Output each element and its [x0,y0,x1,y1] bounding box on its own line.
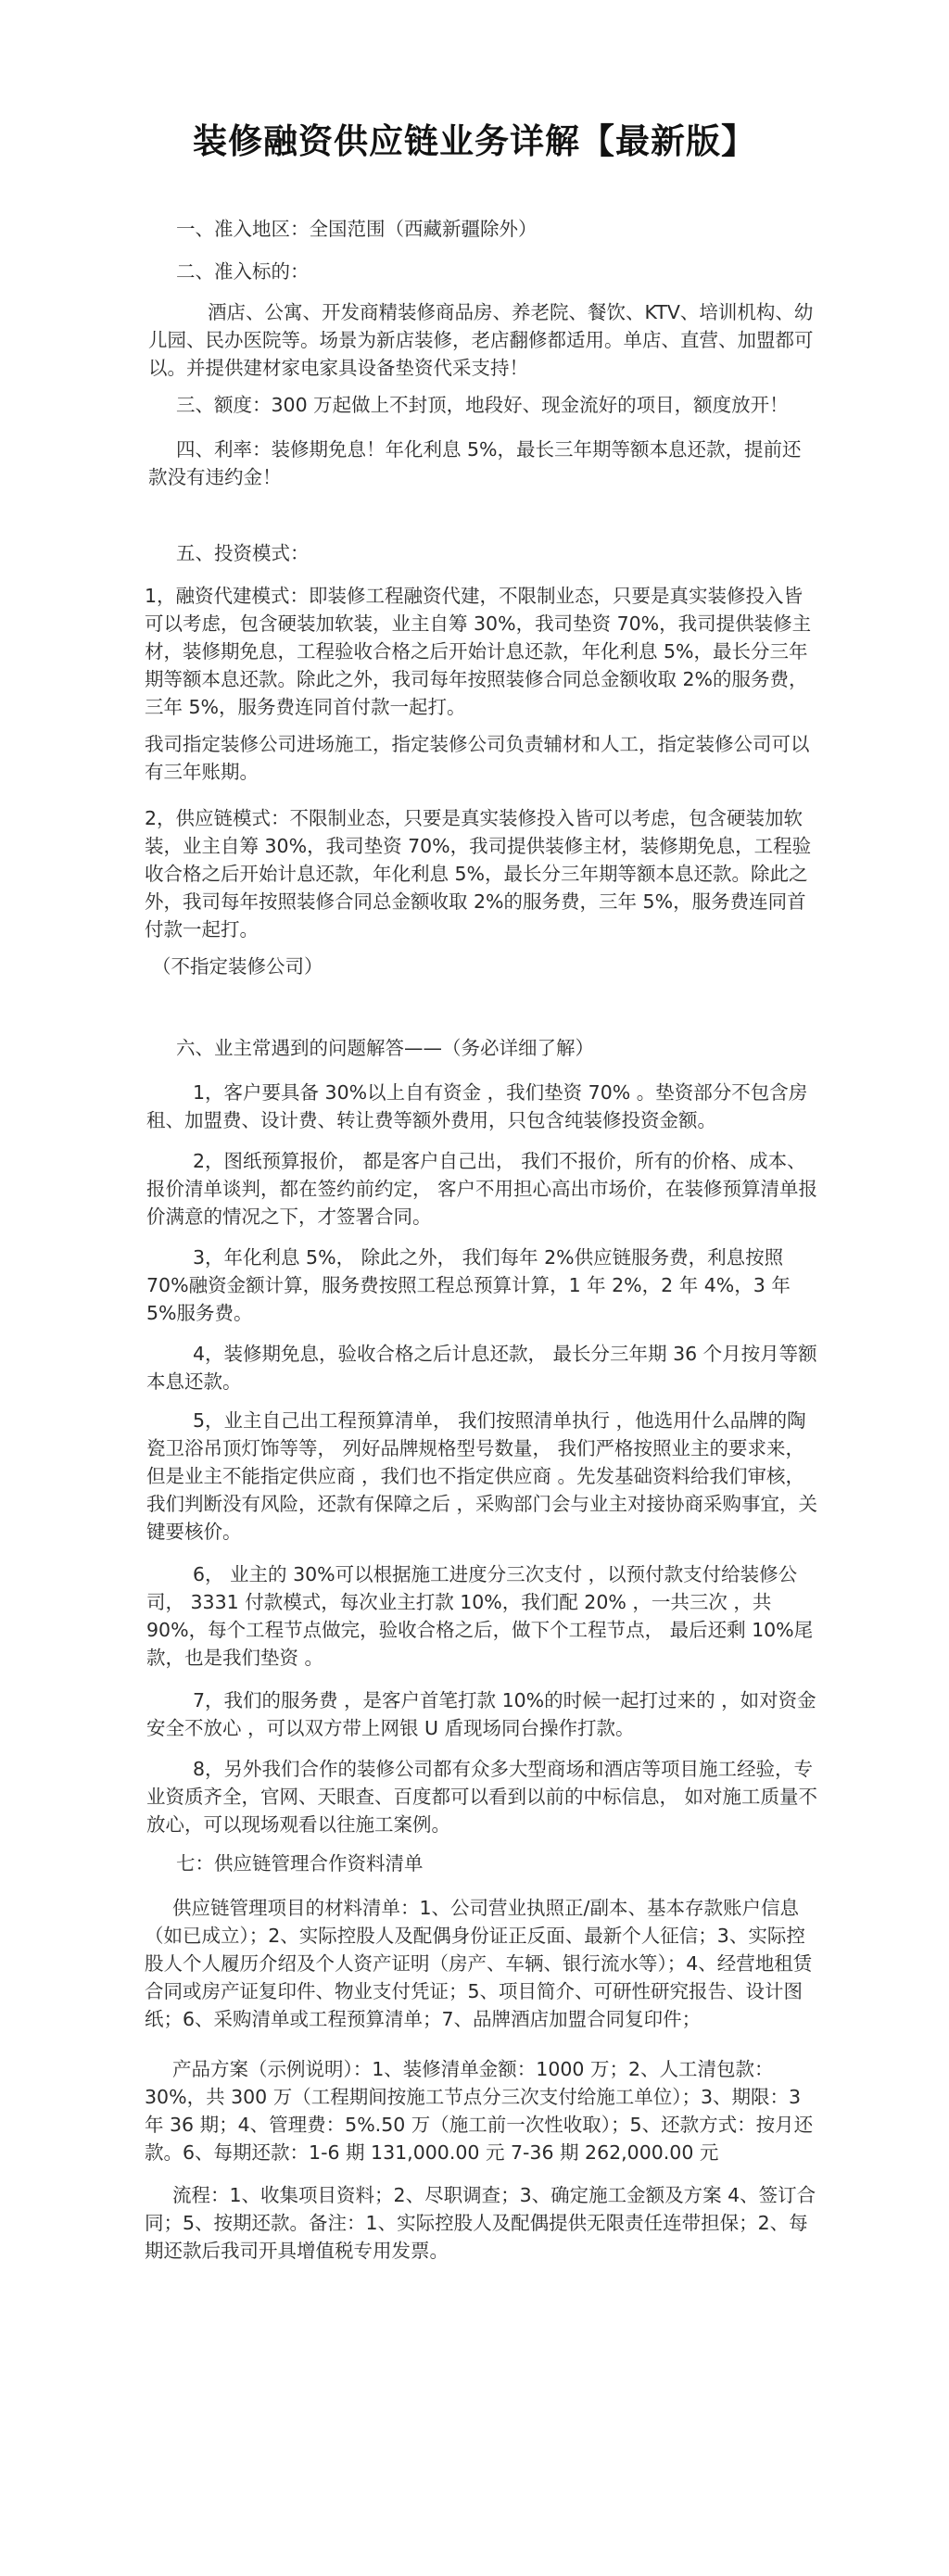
faq-item-4: 4，装修期免息，验收合格之后计息还款， 最长分三年期 36 个月按月等额本息还款。 [146,1343,817,1393]
investment-mode-1: 1，融资代建模式：即装修工程融资代建，不限制业态，只要是真实装修投入皆可以考虑，包含硬装加软装，业主自筹 30%，我司垫资 70%，我司提供装修主材，装修期免息，工程验收合格之后开始计息还款，年化利息 5%，最长分三年期等额本息还款。除此之外，我司每年按照装修合同总金额收取 2%的服务费，三年 5%，服务费连同首付款一起打。 [145,585,812,718]
section-target-heading: 二、准入标的： [176,260,310,283]
bottom-margin [0,2483,949,2576]
faq-item-8: 8，另外我们合作的装修公司都有众多大型商场和酒店等项目施工经验，专业资质齐全，官网、天眼查、百度都可以看到以前的中标信息， 如对施工质量不放心，可以现场观看以往施工案例。 [146,1758,818,1836]
faq-item-5: 5，业主自己出工程预算清单， 我们按照清单执行 ，他选用什么品牌的陶瓷卫浴吊顶灯饰等等， 列好品牌规格型号数量， 我们严格按照业主的要求来，但是业主不能指定供应商 ，我们也不指定供应商 。先发基础资料给我们审核，我们判断没有风险，还款有保障之后 ，采购部门会与业主对接协商采购事宜，关键要核价。 [146,1409,818,1543]
section-faq-heading: 六、业主常遇到的问题解答——（务必详细了解） [176,1037,594,1059]
section-target-body: 酒店、公寓、开发商精装修商品房、养老院、餐饮、KTV、培训机构、幼儿园、民办医院等。场景为新店装修，老店翻修都适用。单店、直营、加盟都可以。并提供建材家电家具设备垫资代采支持！ [148,301,814,379]
document-title: 装修融资供应链业务详解【最新版】 [193,121,756,161]
section-interest: 四、利率：装修期免息！年化利息 5%，最长三年期等额本息还款，提前还款没有违约金！ [148,438,802,488]
investment-mode-1-note: 我司指定装修公司进场施工，指定装修公司负责辅材和人工，指定装修公司可以有三年账期。 [145,733,810,783]
faq-item-1: 1，客户要具备 30%以上自有资金 ，我们垫资 70% 。垫资部分不包含房租、加盟费、设计费、转让费等额外费用，只包含纯装修投资金额。 [146,1081,808,1131]
product-plan: 产品方案（示例说明）：1、装修清单金额：1000 万；2、人工清包款：30%，共 300 万（工程期间按施工节点分三次支付给施工单位）；3、期限：3 年 36 期；4、管理费：5%.50 万（施工前一次性收取）；5、还款方式：按月还款。6、每期还款：1-6 期 131,000.00 元 7-36 期 262,000.00 元 [145,2058,814,2164]
process-and-notes: 流程：1、收集项目资料；2、尽职调查；3、确定施工金额及方案 4、签订合同；5、按期还款。备注：1、实际控股人及配偶提供无限责任连带担保；2、每期还款后我司开具增值税专用发票。 [145,2184,816,2262]
faq-item-2: 2，图纸预算报价， 都是客户自己出， 我们不报价，所有的价格、成本、报价清单谈判，都在签约前约定， 客户不用担心高出市场价，在装修预算清单报价满意的情况之下，才签署合同。 [146,1150,818,1228]
section-investment-heading: 五、投资模式： [176,542,310,564]
faq-item-3: 3，年化利息 5%， 除此之外， 我们每年 2%供应链服务费，利息按照 70%融资金额计算，服务费按照工程总预算计算，1 年 2%，2 年 4%，3 年 5%服务费。 [146,1246,791,1324]
investment-mode-2-note: （不指定装修公司） [152,955,323,978]
section-amount: 三、额度：300 万起做上不封顶，地段好、现金流好的项目，额度放开！ [176,394,789,416]
faq-item-7: 7，我们的服务费 ，是客户首笔打款 10%的时候一起打过来的 ，如对资金安全不放心 ，可以双方带上网银 U 盾现场同台操作打款。 [146,1689,816,1739]
faq-item-6: 6， 业主的 30%可以根据施工进度分三次支付 ，以预付款支付给装修公司， 3331 付款模式，每次业主打款 10%，我们配 20% ，一共三次 ，共 90%，每个工程节点做完，验收合格之后，做下个工程节点， 最后还剩 10%尾款，也是我们垫资 。 [146,1563,814,1669]
investment-mode-2: 2，供应链模式：不限制业态，只要是真实装修投入皆可以考虑，包含硬装加软装，业主自筹 30%，我司垫资 70%，我司提供装修主材，装修期免息，工程验收合格之后开始计息还款，年化利息 5%，最长分三年期等额本息还款。除此之外，我司每年按照装修合同总金额收取 2%的服务费，三年 5%，服务费连同首付款一起打。 [145,807,812,941]
section-materials-heading: 七：供应链管理合作资料清单 [176,1852,424,1875]
section-region: 一、准入地区：全国范围（西藏新疆除外） [176,218,538,240]
materials-list: 供应链管理项目的材料清单：1、公司营业执照正/副本、基本存款账户信息（如已成立）；2、实际控股人及配偶身份证正反面、最新个人征信；3、实际控股人个人履历介绍及个人资产证明（房产、车辆、银行流水等）；4、经营地租赁合同或房产证复印件、物业支付凭证；5、项目简介、可研性研究报告、设计图纸；6、采购清单或工程预算清单；7、品牌酒店加盟合同复印件； [145,1897,813,2030]
